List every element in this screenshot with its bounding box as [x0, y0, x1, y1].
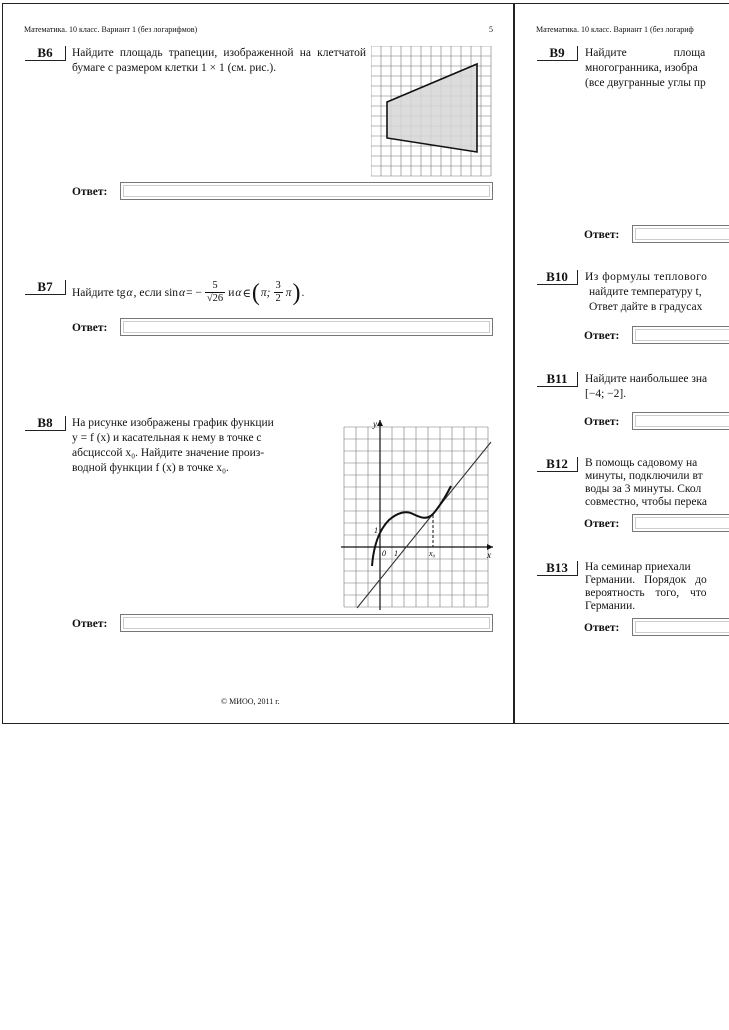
task-text-b6: Найдите площадь трапеции, изображенной на клетчатой бумаге с размером клетки 1 × 1 (см. рис.).: [72, 47, 366, 74]
b7-denominator: √26: [206, 293, 224, 304]
b7-alpha-2: α: [179, 286, 186, 299]
x-axis-label: x: [487, 550, 491, 560]
b7-numerator: 5: [212, 280, 218, 291]
b7-interval-denominator: 2: [275, 293, 281, 304]
b8-line-4: водной функции f (x) в точке x₀.: [72, 462, 229, 474]
b11-line-2: [−4; −2].: [585, 388, 627, 400]
b9-line-2: многогранника, изобра: [585, 62, 698, 74]
task-text-b8: [72, 416, 338, 476]
answer-label-b6: Ответ:: [72, 186, 108, 198]
y-axis-arrow: [377, 420, 383, 426]
page-header: Математика. 10 класс. Вариант 1 (без логарифмов): [24, 25, 198, 34]
b7-alpha-3: α: [235, 286, 242, 299]
task-text-b7: Найдите tg α , если sin α = − $\frac{5}{√26}$ и α ∈ ( π; $\frac{3}{2}$ π ) .: [72, 279, 305, 306]
task-text-b9: [585, 46, 729, 91]
right-page: [514, 3, 729, 724]
answer-label-b12: Ответ:: [584, 518, 620, 530]
task-text-b11: [585, 372, 729, 402]
b8-line-1: На рисунке изображены график функции: [72, 417, 274, 429]
one-y-label: 1: [374, 526, 378, 535]
b10-line-2: найдите температуру t,: [589, 286, 702, 298]
b9-line-3: (все двугранные углы пр: [585, 77, 706, 89]
page-header-right: Математика. 10 класс. Вариант 1 (без логариф: [536, 25, 694, 34]
one-x-label: 1: [394, 549, 398, 558]
b7-interval-numerator: 3: [275, 280, 281, 291]
b9-line-1: Найдите площа: [585, 47, 706, 59]
answer-input-b13[interactable]: [632, 618, 729, 636]
answer-input-b9[interactable]: [632, 225, 729, 243]
b7-text-c: = −: [186, 286, 202, 299]
b13-line-4: Германии.: [585, 600, 636, 612]
task-label-b10: B10: [537, 270, 578, 285]
answer-input-b8[interactable]: [120, 614, 493, 632]
answer-label-b8: Ответ:: [72, 618, 108, 630]
b13-line-2: Германии. Порядок до: [585, 574, 707, 586]
b7-paren-open: (: [251, 279, 260, 306]
task-text-b12: [585, 457, 729, 509]
answer-input-b6[interactable]: [120, 182, 493, 200]
trapezoid-figure: [371, 46, 493, 178]
task-label-b6: B6: [25, 46, 66, 61]
b7-text-d: и: [228, 286, 235, 299]
b7-interval-fraction: [274, 280, 283, 305]
left-page: [2, 3, 514, 724]
b7-text-a: Найдите tg: [72, 286, 126, 299]
answer-label-b7: Ответ:: [72, 322, 108, 334]
task-label-b9: B9: [537, 46, 578, 61]
task-label-b8: B8: [25, 416, 66, 431]
b8-line-3: абсциссой x₀. Найдите значение произ-: [72, 447, 265, 459]
y-axis-label: y: [373, 419, 377, 429]
b8-line-2: y = f (x) и касательная к нему в точке с: [72, 432, 262, 444]
origin-label: 0: [382, 549, 386, 558]
b12-line-2: минуты, подключили вт: [585, 470, 703, 482]
answer-label-b13: Ответ:: [584, 622, 620, 634]
page-number: 5: [489, 25, 493, 34]
b7-fraction: [205, 280, 225, 305]
function-graph-figure: [341, 416, 495, 612]
b12-line-4: совместно, чтобы перека: [585, 496, 708, 508]
answer-input-b11[interactable]: [632, 412, 729, 430]
page-footer: © МИОО, 2011 г.: [221, 697, 280, 706]
b13-line-3: вероятность того, что: [585, 587, 707, 599]
b11-line-1: Найдите наибольшее зна: [585, 373, 708, 385]
b12-line-3: воды за 3 минуты. Скол: [585, 483, 702, 495]
b7-paren-close: ): [292, 279, 301, 306]
b7-text-e: ∈: [242, 287, 251, 300]
task-label-b12: B12: [537, 457, 578, 472]
task-text-b10: [585, 270, 729, 315]
b7-alpha-1: α: [126, 286, 133, 299]
b10-line-3: Ответ дайте в градусах: [589, 301, 703, 313]
task-label-b13: B13: [537, 561, 578, 576]
answer-input-b10[interactable]: [632, 326, 729, 344]
b13-line-1: На семинар приехали: [585, 561, 691, 573]
answer-label-b11: Ответ:: [584, 416, 620, 428]
b7-interval-a: π;: [260, 286, 271, 299]
task-label-b7: B7: [25, 280, 66, 295]
b12-line-1: В помощь садовому на: [585, 457, 698, 469]
x0-label: x₀: [429, 549, 436, 558]
answer-input-b7[interactable]: [120, 318, 493, 336]
answer-label-b9: Ответ:: [584, 229, 620, 241]
b10-line-1: Из формулы теплового: [585, 271, 708, 283]
b7-text-b: , если sin: [133, 286, 179, 299]
task-text-b13: [585, 561, 729, 613]
answer-label-b10: Ответ:: [584, 330, 620, 342]
task-label-b11: B11: [537, 372, 578, 387]
b7-interval-b: π: [285, 286, 292, 299]
trapezoid-shape: [387, 64, 477, 152]
answer-input-b12[interactable]: [632, 514, 729, 532]
